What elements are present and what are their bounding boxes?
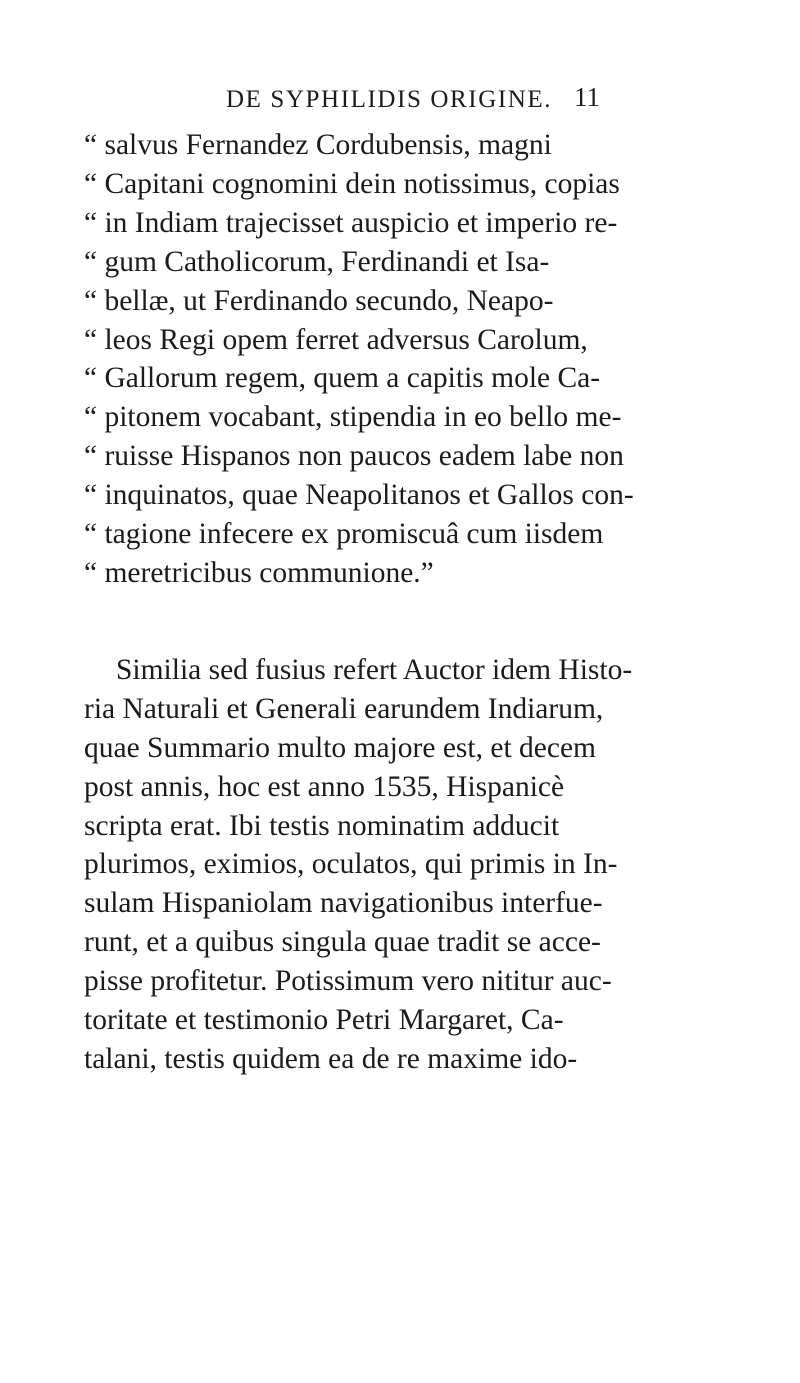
text-line: “ inquinatos, quae Neapolitanos et Gallos con-	[84, 479, 634, 512]
text-line: “ Capitani cognomini dein notissimus, copias	[84, 167, 620, 200]
text-line: “ pitonem vocabant, stipendia in eo bello me-	[84, 401, 622, 434]
running-head: DE SYPHILIDIS ORIGINE.	[226, 86, 553, 113]
text-line: toritate et testimonio Petri Margaret, Ca-	[84, 1004, 564, 1037]
text-line: talani, testis quidem ea de re maxime ido-	[84, 1042, 578, 1075]
text-line: “ bellæ, ut Ferdinando secundo, Neapo-	[84, 284, 554, 317]
text-line: ria Naturali et Generali earundem Indiarum,	[84, 692, 604, 725]
paragraph-gap	[84, 593, 694, 651]
text-line: plurimos, eximios, oculatos, qui primis in In-	[84, 848, 618, 881]
text-line: “ gum Catholicorum, Ferdinandi et Isa-	[84, 245, 550, 278]
text-line: “ salvus Fernandez Cordubensis, magni	[84, 129, 552, 161]
text-line: quae Summario multo majore est, et decem	[84, 731, 597, 764]
text-line: “ ruisse Hispanos non paucos eadem labe non	[84, 440, 624, 473]
quoted-paragraph	[84, 126, 694, 593]
text-line: scripta erat. Ibi testis nominatim adducit	[84, 809, 560, 842]
text-line: sulam Hispaniolam navigationibus interfue-	[84, 887, 603, 920]
text-line: “ Gallorum regem, quem a capitis mole Ca-	[84, 362, 601, 395]
text-line: Similia sed fusius refert Auctor idem Histo-	[116, 653, 633, 686]
paragraph	[84, 651, 694, 1079]
page-number: 11	[574, 82, 600, 112]
body-text	[84, 126, 694, 1079]
text-line: runt, et a quibus singula quae tradit se acce-	[84, 926, 601, 959]
text-line: “ tagione infecere ex promiscuâ cum iisdem	[84, 518, 604, 551]
text-line: “ in Indiam trajecisset auspicio et imperio re-	[84, 206, 618, 239]
text-line: “ meretricibus communione.”	[84, 556, 434, 589]
text-line: pisse profitetur. Potissimum vero nititur auc-	[84, 965, 612, 998]
text-line: “ leos Regi opem ferret adversus Carolum,	[84, 323, 588, 356]
text-line: post annis, hoc est anno 1535, Hispanicè	[84, 770, 565, 803]
